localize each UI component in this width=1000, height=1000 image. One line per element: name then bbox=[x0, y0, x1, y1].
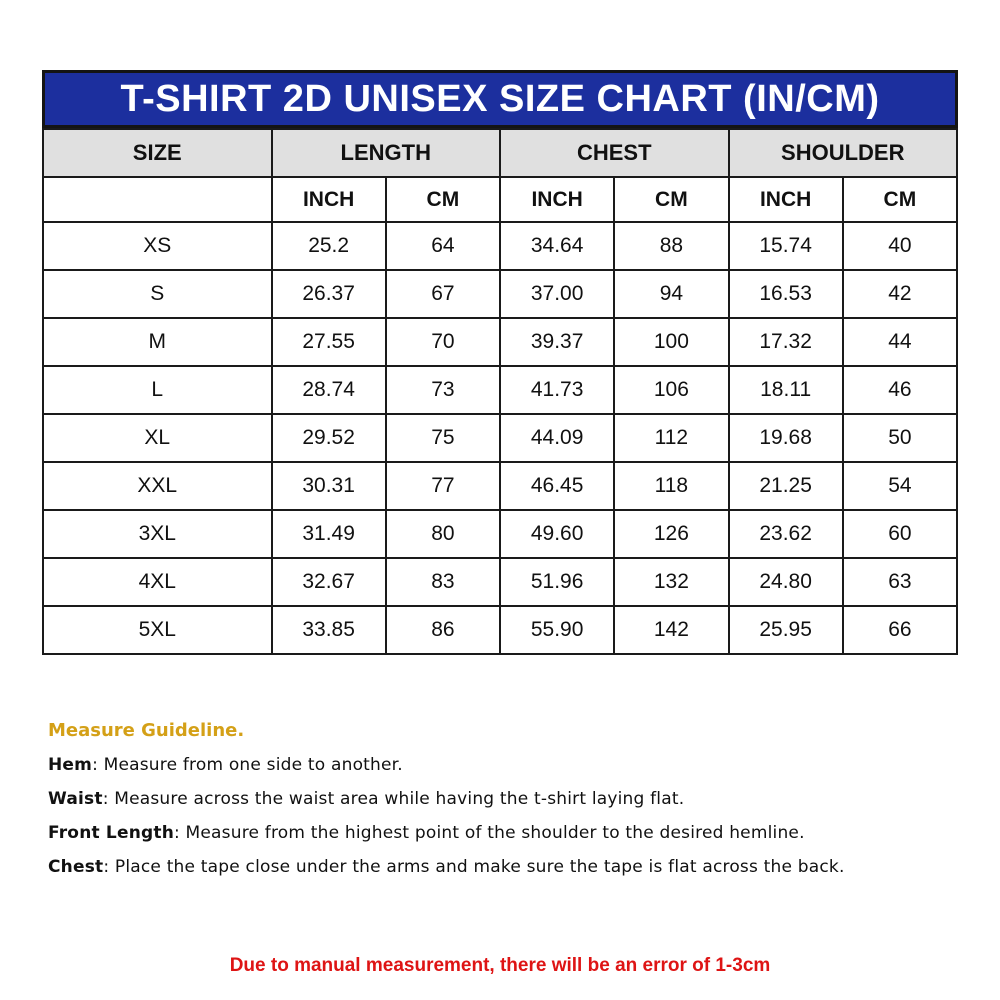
size-label: L bbox=[43, 366, 272, 414]
guideline-text: : Measure from the highest point of the shoulder to the desired hemline. bbox=[174, 823, 805, 843]
column-group-chest: CHEST bbox=[500, 129, 729, 177]
measurement-value: 33.85 bbox=[272, 606, 386, 654]
measurement-value: 54 bbox=[843, 462, 957, 510]
table-row-xxl bbox=[43, 462, 957, 510]
table-row-l bbox=[43, 366, 957, 414]
measurement-value: 46 bbox=[843, 366, 957, 414]
size-label: XL bbox=[43, 414, 272, 462]
size-label: 5XL bbox=[43, 606, 272, 654]
measurement-value: 29.52 bbox=[272, 414, 386, 462]
measurement-value: 32.67 bbox=[272, 558, 386, 606]
measurement-value: 67 bbox=[386, 270, 500, 318]
table-row-4xl bbox=[43, 558, 957, 606]
measurement-value: 21.25 bbox=[729, 462, 843, 510]
measurement-value: 70 bbox=[386, 318, 500, 366]
measurement-value: 73 bbox=[386, 366, 500, 414]
measurement-value: 42 bbox=[843, 270, 957, 318]
measurement-value: 118 bbox=[614, 462, 728, 510]
guideline-text: : Place the tape close under the arms and make sure the tape is flat across the back. bbox=[103, 857, 845, 877]
measurement-value: 60 bbox=[843, 510, 957, 558]
measurement-value: 106 bbox=[614, 366, 728, 414]
measurement-value: 28.74 bbox=[272, 366, 386, 414]
table-row-m bbox=[43, 318, 957, 366]
measurement-value: 26.37 bbox=[272, 270, 386, 318]
size-table bbox=[42, 128, 958, 655]
measurement-value: 44.09 bbox=[500, 414, 614, 462]
unit-header-empty bbox=[43, 177, 272, 222]
column-group-shoulder: SHOULDER bbox=[729, 129, 958, 177]
unit-header-row bbox=[43, 177, 957, 222]
unit-header-inch-5: INCH bbox=[729, 177, 843, 222]
measurement-value: 66 bbox=[843, 606, 957, 654]
size-label: S bbox=[43, 270, 272, 318]
unit-header-inch-1: INCH bbox=[272, 177, 386, 222]
measurement-error-note: Due to manual measurement, there will be an error of 1-3cm bbox=[229, 955, 771, 976]
size-label: 4XL bbox=[43, 558, 272, 606]
measurement-value: 50 bbox=[843, 414, 957, 462]
measurement-value: 23.62 bbox=[729, 510, 843, 558]
guideline-label: Front Length bbox=[48, 823, 174, 843]
table-row-5xl bbox=[43, 606, 957, 654]
measurement-value: 46.45 bbox=[500, 462, 614, 510]
guideline-label: Hem bbox=[48, 755, 93, 775]
guideline-item-front-length bbox=[48, 823, 948, 843]
measurement-value: 15.74 bbox=[729, 222, 843, 270]
measurement-value: 18.11 bbox=[729, 366, 843, 414]
measurement-value: 31.49 bbox=[272, 510, 386, 558]
guideline-item-hem bbox=[48, 755, 948, 775]
guideline-item-waist bbox=[48, 789, 948, 809]
table-row-xl bbox=[43, 414, 957, 462]
measurement-value: 132 bbox=[614, 558, 728, 606]
guideline-items bbox=[48, 755, 948, 877]
guideline-item-chest bbox=[48, 857, 948, 877]
table-row-3xl bbox=[43, 510, 957, 558]
measurement-value: 75 bbox=[386, 414, 500, 462]
title-banner bbox=[42, 70, 958, 128]
size-label: 3XL bbox=[43, 510, 272, 558]
measurement-value: 55.90 bbox=[500, 606, 614, 654]
measure-guideline-section bbox=[48, 720, 948, 891]
size-label: XXL bbox=[43, 462, 272, 510]
table-row-s bbox=[43, 270, 957, 318]
measurement-value: 19.68 bbox=[729, 414, 843, 462]
column-group-header-row bbox=[43, 129, 957, 177]
measurement-value: 27.55 bbox=[272, 318, 386, 366]
measurement-value: 16.53 bbox=[729, 270, 843, 318]
unit-header-inch-3: INCH bbox=[500, 177, 614, 222]
measurement-value: 40 bbox=[843, 222, 957, 270]
measurement-value: 126 bbox=[614, 510, 728, 558]
measurement-value: 64 bbox=[386, 222, 500, 270]
measurement-value: 24.80 bbox=[729, 558, 843, 606]
guideline-text: : Measure across the waist area while having the t-shirt laying flat. bbox=[102, 789, 685, 809]
measurement-value: 49.60 bbox=[500, 510, 614, 558]
unit-header-cm-2: CM bbox=[386, 177, 500, 222]
measurement-value: 41.73 bbox=[500, 366, 614, 414]
column-group-size: SIZE bbox=[43, 129, 272, 177]
measurement-value: 100 bbox=[614, 318, 728, 366]
guideline-label: Waist bbox=[48, 789, 103, 809]
guideline-label: Chest bbox=[48, 857, 104, 877]
guideline-heading: Measure Guideline. bbox=[48, 720, 245, 741]
unit-header-cm-6: CM bbox=[843, 177, 957, 222]
measurement-value: 51.96 bbox=[500, 558, 614, 606]
measurement-value: 83 bbox=[386, 558, 500, 606]
measurement-value: 44 bbox=[843, 318, 957, 366]
table-row-xs bbox=[43, 222, 957, 270]
measurement-value: 30.31 bbox=[272, 462, 386, 510]
measurement-value: 25.2 bbox=[272, 222, 386, 270]
measurement-value: 77 bbox=[386, 462, 500, 510]
column-group-length: LENGTH bbox=[272, 129, 501, 177]
page-title: T-SHIRT 2D UNISEX SIZE CHART (IN/CM) bbox=[120, 77, 880, 120]
measurement-value: 25.95 bbox=[729, 606, 843, 654]
measurement-value: 94 bbox=[614, 270, 728, 318]
measurement-value: 39.37 bbox=[500, 318, 614, 366]
size-label: M bbox=[43, 318, 272, 366]
measurement-value: 112 bbox=[614, 414, 728, 462]
guideline-text: : Measure from one side to another. bbox=[92, 755, 403, 775]
measurement-value: 34.64 bbox=[500, 222, 614, 270]
measurement-value: 142 bbox=[614, 606, 728, 654]
size-label: XS bbox=[43, 222, 272, 270]
measurement-value: 80 bbox=[386, 510, 500, 558]
measurement-value: 17.32 bbox=[729, 318, 843, 366]
measurement-value: 86 bbox=[386, 606, 500, 654]
measurement-value: 37.00 bbox=[500, 270, 614, 318]
measurement-value: 63 bbox=[843, 558, 957, 606]
unit-header-cm-4: CM bbox=[614, 177, 728, 222]
measurement-value: 88 bbox=[614, 222, 728, 270]
